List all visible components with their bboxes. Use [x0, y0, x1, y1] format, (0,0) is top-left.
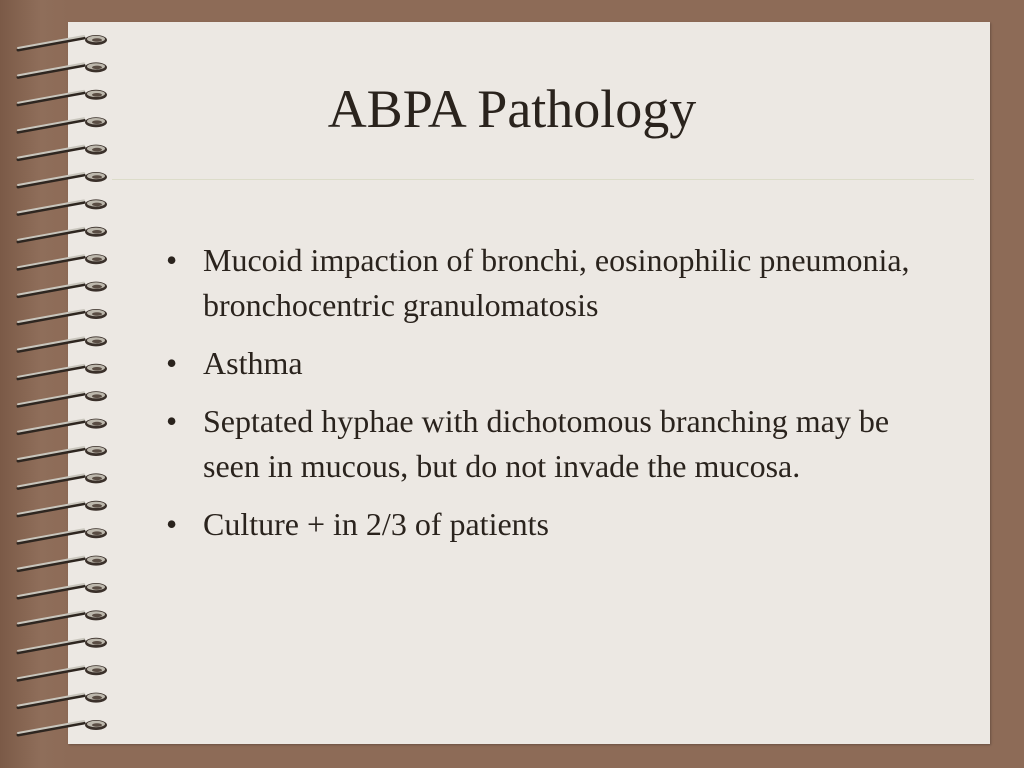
binding-ring-icon [18, 199, 107, 214]
binding-ring-icon [18, 391, 107, 406]
binding-ring-icon [18, 446, 107, 461]
binding-ring-icon [18, 720, 107, 735]
bullet-item [160, 341, 950, 386]
binding-ring-icon [18, 172, 107, 187]
title-divider [112, 179, 974, 180]
binding-ring-icon [18, 227, 107, 242]
bullet-text: Culture + in 2/3 of patients [203, 506, 549, 542]
binding-ring-icon [18, 309, 107, 324]
bullet-text: Septated hyphae with dichotomous branching may be seen in mucous, but do not invade the mucosa. [203, 403, 890, 484]
bullet-item [160, 399, 950, 489]
slide-title: ABPA Pathology [327, 79, 697, 139]
bullet-dot-icon: • [166, 506, 178, 542]
bullet-text: Asthma [203, 345, 303, 381]
binding-ring-icon [18, 282, 107, 297]
binding-ring-icon [18, 364, 107, 379]
bullet-item [160, 238, 950, 328]
bullet-dot-icon: • [166, 403, 178, 439]
binding-ring-icon [18, 145, 107, 160]
binding-ring-icon [18, 501, 107, 516]
binding-ring-icon [18, 254, 107, 269]
binding-ring-icon [18, 419, 107, 434]
binding-ring-icon [18, 583, 107, 598]
binding-ring-icon [18, 336, 107, 351]
binding-ring-icon [18, 556, 107, 571]
bullet-list [160, 238, 950, 560]
bullet-text: Mucoid impaction of bronchi, eosinophilic pneumonia, bronchocentric granulomatosis [203, 242, 910, 323]
binding-ring-icon [18, 693, 107, 708]
binding-ring-icon [18, 62, 107, 77]
bullet-item [160, 502, 950, 547]
bullet-dot-icon: • [166, 345, 178, 381]
binding-ring-icon [18, 528, 107, 543]
binding-ring-icon [18, 638, 107, 653]
binding-ring-icon [18, 665, 107, 680]
bullet-dot-icon: • [166, 242, 178, 278]
binding-ring-icon [18, 610, 107, 625]
binding-ring-icon [18, 35, 107, 50]
binding-ring-icon [18, 473, 107, 488]
